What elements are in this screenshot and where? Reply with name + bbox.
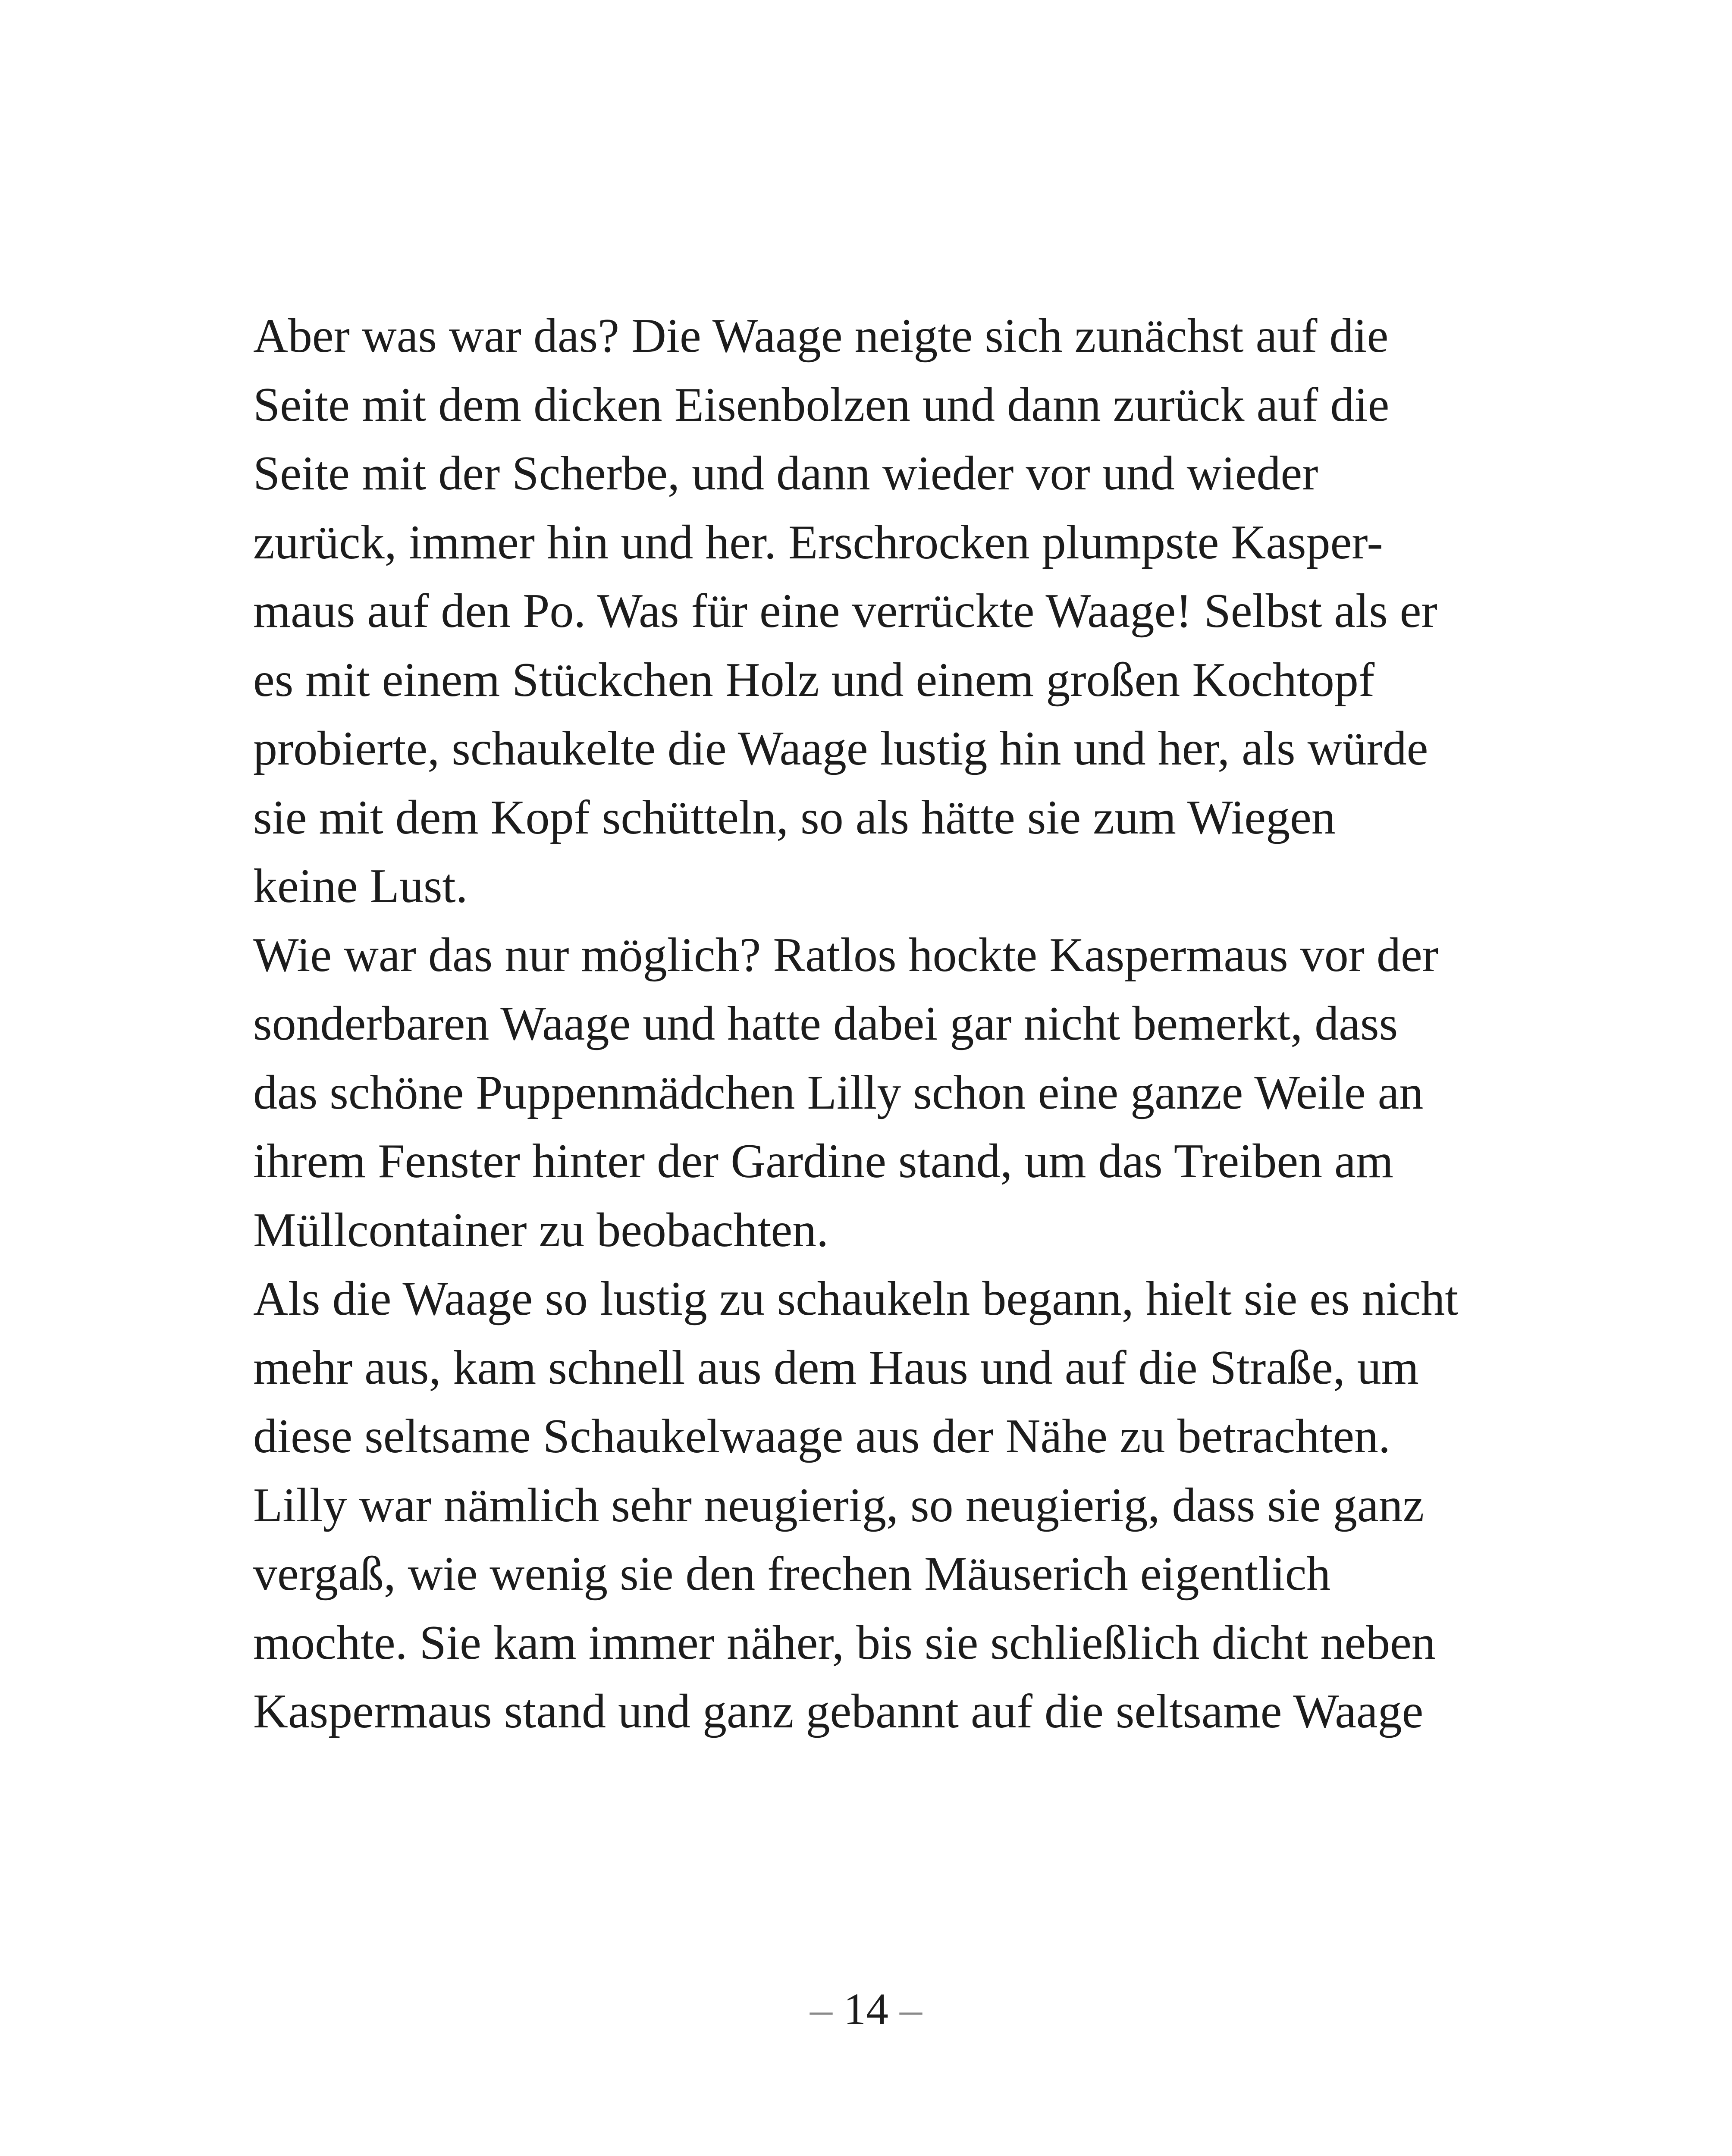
text-line: Aber was war das? Die Waage neigte sich zunächst auf die — [253, 309, 1389, 363]
text-line: mochte. Sie kam immer näher, bis sie schließlich dicht neben — [253, 1616, 1436, 1670]
text-line: es mit einem Stückchen Holz und einem großen Kochtopf — [253, 653, 1375, 707]
text-line: Seite mit dem dicken Eisenbolzen und dann zurück auf die — [253, 378, 1390, 432]
body-text — [253, 302, 1590, 1746]
text-line: sie mit dem Kopf schütteln, so als hätte sie zum Wiegen — [253, 790, 1336, 844]
text-line: Müllcontainer zu beobachten. — [253, 1203, 829, 1257]
text-line: Als die Waage so lustig zu schaukeln begann, hielt sie es nicht — [253, 1272, 1459, 1326]
page-number-dash-left: – — [810, 1984, 832, 2034]
page-number-value: 14 — [844, 1984, 888, 2034]
text-line: ihrem Fenster hinter der Gardine stand, um das Treiben am — [253, 1134, 1393, 1188]
text-line: sonderbaren Waage und hatte dabei gar nicht bemerkt, dass — [253, 997, 1398, 1050]
text-line: das schöne Puppenmädchen Lilly schon eine ganze Weile an — [253, 1065, 1424, 1119]
text-line: mehr aus, kam schnell aus dem Haus und auf die Straße, um — [253, 1341, 1419, 1395]
text-line: vergaß, wie wenig sie den frechen Mäuserich eigentlich — [253, 1547, 1331, 1601]
page-number — [0, 1979, 1732, 2040]
text-line: Kaspermaus stand und ganz gebannt auf die seltsame Waage — [253, 1685, 1424, 1738]
text-line: maus auf den Po. Was für eine verrückte Waage! Selbst als er — [253, 584, 1437, 638]
text-line: zurück, immer hin und her. Erschrocken plumpste Kasper- — [253, 515, 1383, 569]
text-line: Wie war das nur möglich? Ratlos hockte Kaspermaus vor der — [253, 928, 1438, 982]
text-line: Lilly war nämlich sehr neugierig, so neugierig, dass sie ganz — [253, 1478, 1425, 1532]
text-line: Seite mit der Scherbe, und dann wieder vor und wieder — [253, 447, 1318, 500]
page-number-dash-right: – — [900, 1984, 922, 2034]
text-line: diese seltsame Schaukelwaage aus der Nähe zu betrachten. — [253, 1410, 1391, 1463]
text-line: probierte, schaukelte die Waage lustig hin und her, als würde — [253, 722, 1428, 775]
text-line: keine Lust. — [253, 859, 468, 913]
